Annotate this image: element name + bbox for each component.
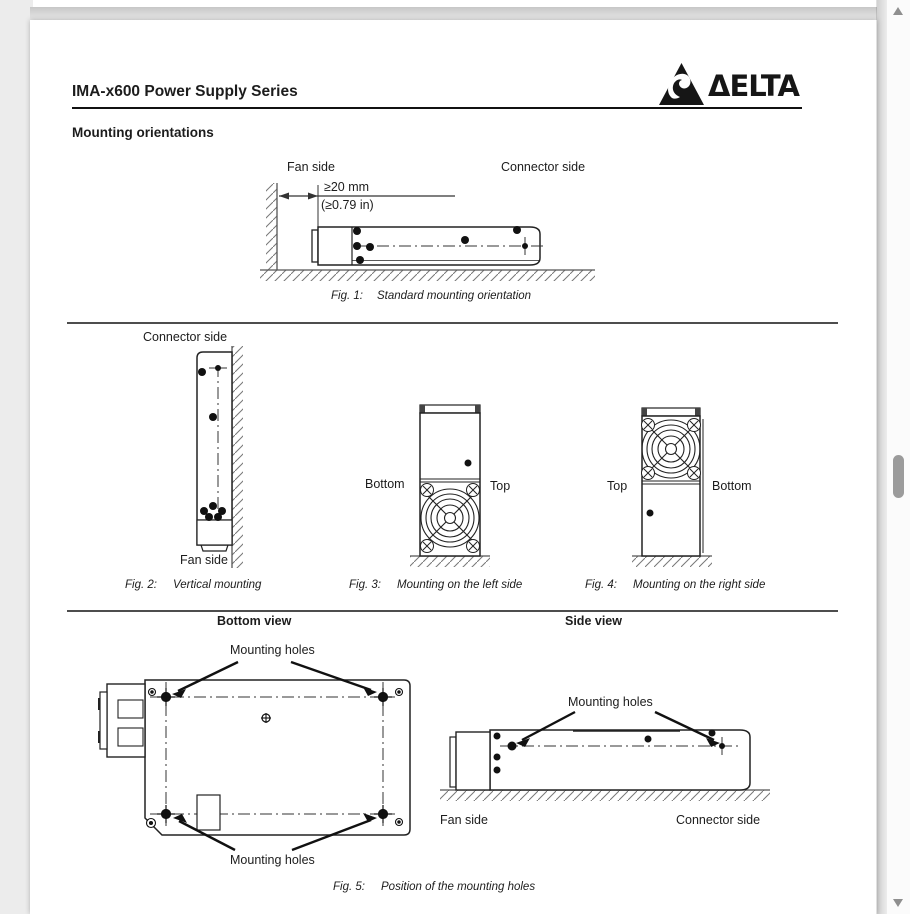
header-rule bbox=[72, 107, 802, 109]
section-divider-2 bbox=[67, 610, 838, 612]
scroll-up-icon bbox=[893, 7, 903, 15]
fig5-side-view-drawing bbox=[430, 710, 780, 815]
fig4-bottom-label: Bottom bbox=[712, 479, 752, 493]
scroll-down-button[interactable] bbox=[887, 894, 910, 914]
delta-wordmark: ΔELTA bbox=[708, 69, 799, 103]
fig2-fan-side-label: Fan side bbox=[180, 553, 228, 567]
fig3-bottom-label: Bottom bbox=[365, 477, 405, 491]
section-divider-1 bbox=[67, 322, 838, 324]
fig5-mounting-holes-bottom-label: Mounting holes bbox=[230, 853, 315, 867]
fig1-caption-text: Standard mounting orientation bbox=[377, 290, 532, 302]
delta-logo bbox=[658, 62, 808, 106]
fig4-caption-text: Mounting on the right side bbox=[633, 579, 766, 591]
page-gap bbox=[30, 7, 877, 20]
fig5-caption-text: Position of the mounting holes bbox=[381, 881, 536, 893]
fig2-caption-label: Fig. 2: bbox=[125, 579, 157, 591]
fig1-fan-side-label: Fan side bbox=[287, 160, 335, 174]
scrollbar-thumb[interactable] bbox=[893, 455, 904, 498]
fig3-top-label: Top bbox=[490, 479, 511, 493]
fig5-caption-label: Fig. 5: bbox=[333, 881, 365, 893]
fig4-caption-label: Fig. 4: bbox=[585, 579, 617, 591]
fig2-connector-side-label: Connector side bbox=[143, 330, 228, 344]
fig2-drawing bbox=[190, 345, 260, 573]
page-edge-shadow bbox=[876, 0, 887, 914]
side-view-heading: Side view bbox=[565, 614, 622, 628]
bottom-view-heading: Bottom view bbox=[217, 614, 292, 628]
fig5-mounting-holes-side-label: Mounting holes bbox=[568, 695, 653, 709]
fig1-clearance-mm-label: ≥20 mm bbox=[324, 180, 370, 194]
fig3-drawing bbox=[405, 400, 495, 572]
fig3-caption-text: Mounting on the left side bbox=[397, 579, 523, 591]
fig4-top-label: Top bbox=[607, 479, 628, 493]
vertical-scrollbar[interactable] bbox=[887, 0, 910, 914]
page-title: IMA-x600 Power Supply Series bbox=[72, 83, 298, 100]
fig3-caption-label: Fig. 3: bbox=[349, 579, 381, 591]
fig2-caption-text: Vertical mounting bbox=[173, 579, 262, 591]
document-page bbox=[30, 20, 877, 914]
scroll-up-button[interactable] bbox=[887, 0, 910, 20]
fig4-drawing bbox=[627, 405, 717, 572]
delta-logo-mark-icon bbox=[658, 62, 705, 106]
fig1-connector-side-label: Connector side bbox=[501, 160, 586, 174]
fig5-mounting-holes-top-label: Mounting holes bbox=[230, 643, 315, 657]
scroll-down-icon bbox=[893, 899, 903, 907]
fig5-connector-side-label: Connector side bbox=[676, 813, 761, 827]
section-heading: Mounting orientations bbox=[72, 125, 214, 140]
fig1-drawing bbox=[255, 175, 605, 283]
fig1-caption-label: Fig. 1: bbox=[331, 290, 363, 302]
fig1-clearance-in-label: (≥0.79 in) bbox=[321, 198, 374, 212]
previous-page-edge bbox=[33, 0, 877, 7]
fig5-bottom-view-drawing bbox=[95, 650, 425, 870]
fig5-fan-side-label: Fan side bbox=[440, 813, 488, 827]
